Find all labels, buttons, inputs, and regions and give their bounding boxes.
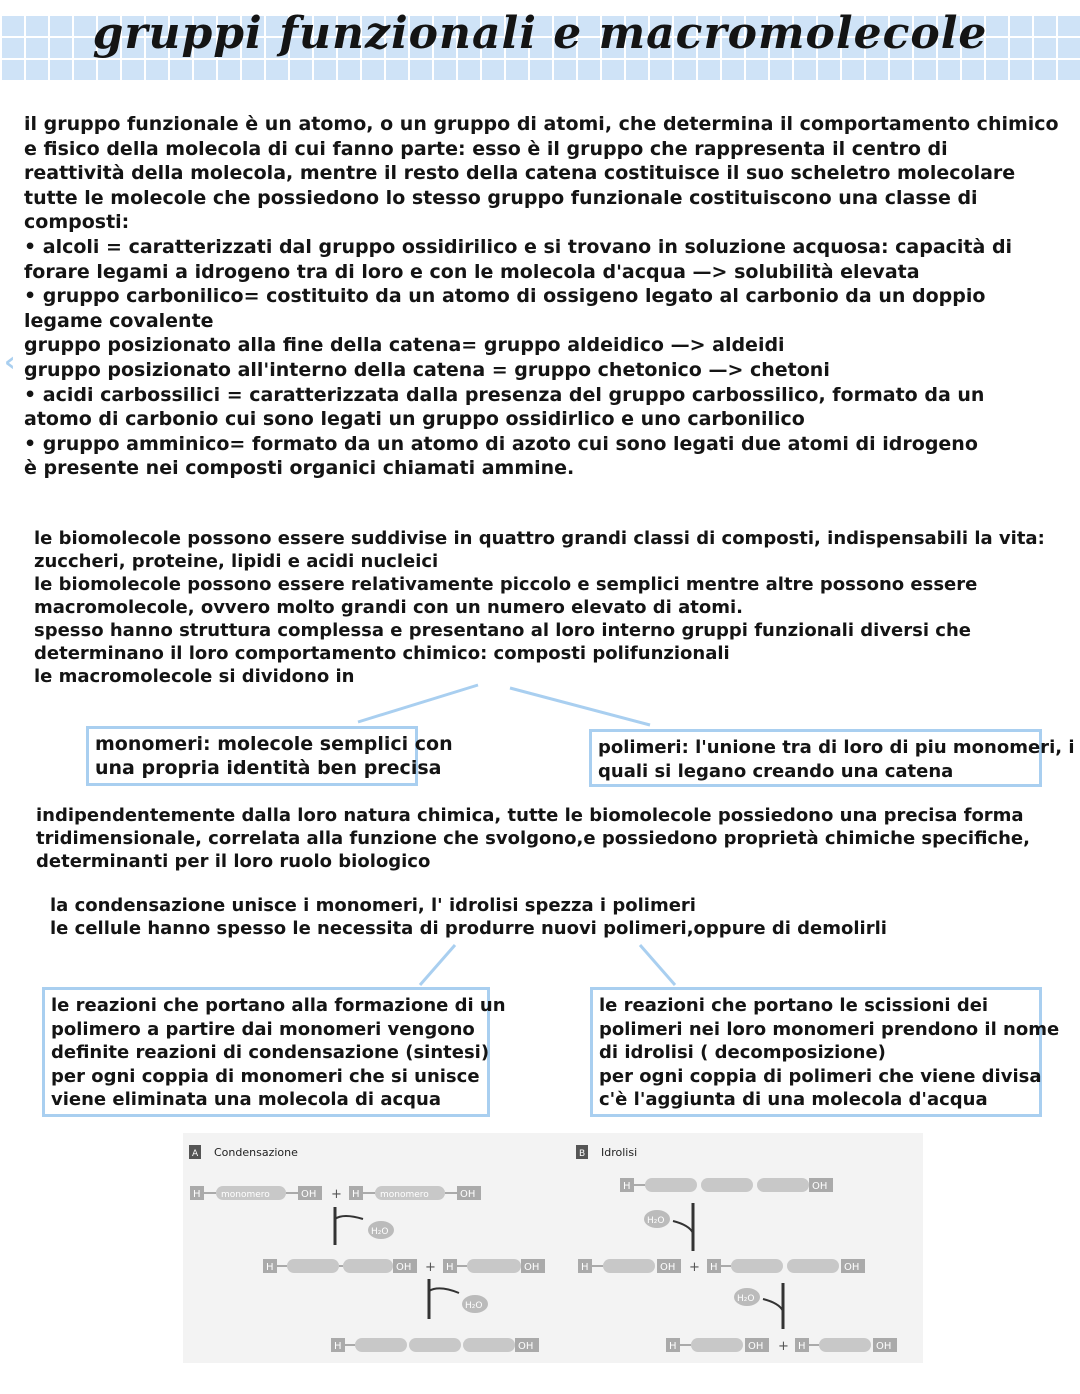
text-line: tutte le molecole che possiedono lo stesso gruppo funzionale costituiscono una classe di (24, 186, 978, 209)
text-line: • acidi carbossilici = caratterizzata dalla presenza del gruppo carbossilico, formato da un (24, 383, 985, 406)
water-release-arrow-1 (335, 1207, 394, 1245)
hydrolysis-products-2 (666, 1338, 897, 1354)
svg-text:OH: OH (748, 1341, 764, 1352)
text-line: • alcoli = caratterizzati dal gruppo ossidirilico e si trovano in soluzione acquosa: capacità di (24, 235, 1013, 258)
box-line: c'è l'aggiunta di una molecola d'acqua (599, 1089, 988, 1110)
svg-text:+: + (778, 1339, 789, 1354)
svg-text:OH: OH (876, 1341, 892, 1352)
svg-text:H₂O: H₂O (371, 1227, 389, 1237)
water-addition-arrow-1 (644, 1203, 693, 1251)
monomers-box (86, 726, 453, 786)
text-line: determinano il loro comportamento chimico: composti polifunzionali (34, 643, 730, 664)
svg-text:OH: OH (812, 1181, 828, 1192)
polymers-box (589, 729, 1075, 787)
hydrolysis-trimer (620, 1178, 833, 1192)
text-line: le biomolecole possono essere relativamente piccolo e semplici mentre altre possono essere (34, 574, 978, 595)
page-title: gruppi funzionali e macromolecole (92, 8, 988, 59)
svg-text:H: H (446, 1262, 454, 1273)
box-line: le reazioni che portano alla formazione di un (51, 995, 506, 1016)
box-line: una propria identità ben precisa (95, 756, 442, 779)
svg-text:OH: OH (660, 1262, 676, 1273)
condensation-hydrolysis-text (50, 894, 887, 940)
panel-a-label: A (192, 1149, 199, 1159)
box-line: polimeri nei loro monomeri prendono il nome (599, 1018, 1060, 1040)
text-line: zuccheri, proteine, lipidi e acidi nucleici (34, 551, 439, 572)
box-line: le reazioni che portano le scissioni dei (599, 995, 989, 1016)
svg-text:H: H (798, 1341, 806, 1352)
panel-b-title: Idrolisi (601, 1146, 638, 1159)
svg-text:H: H (669, 1341, 677, 1352)
water-addition-arrow-2 (734, 1283, 783, 1329)
box-line: viene eliminata una molecola di acqua (51, 1089, 441, 1110)
text-line: tridimensionale, correlata alla funzione che svolgono,e possiedono proprietà chimiche specifiche, (36, 828, 1030, 849)
svg-text:+: + (689, 1260, 700, 1275)
text-line: il gruppo funzionale è un atomo, o un gruppo di atomi, che determina il comportamento chimico (24, 113, 1059, 135)
svg-text:OH: OH (301, 1189, 317, 1200)
box-line: per ogni coppia di monomeri che si unisce (51, 1065, 480, 1087)
text-line: determinanti per il loro ruolo biologico (36, 851, 431, 872)
condensation-box (42, 987, 506, 1117)
text-line: legame covalente (24, 309, 214, 332)
hydrolysis-products-1 (578, 1259, 865, 1275)
box-line: definite reazioni di condensazione (sintesi) (51, 1042, 490, 1063)
svg-text:monomero: monomero (380, 1190, 429, 1200)
text-line: • gruppo carbonilico= costituito da un atomo di ossigeno legato al carbonio da un doppio (24, 285, 986, 308)
condensation-dimer (263, 1259, 545, 1275)
panel-a-title: Condensazione (214, 1146, 298, 1159)
condensation-trimer (331, 1338, 539, 1352)
panel-b-label: B (579, 1149, 586, 1159)
text-line: atomo di carbonio cui sono legati un gruppo ossidirlico e uno carbonilico (24, 408, 805, 431)
svg-text:OH: OH (524, 1262, 540, 1273)
margin-arrow-icon: ‹ (4, 345, 16, 378)
hydrolysis-box (590, 987, 1060, 1117)
box-line: di idrolisi ( decomposizione) (599, 1042, 886, 1063)
svg-text:H: H (334, 1341, 342, 1352)
svg-text:H₂O: H₂O (647, 1216, 665, 1226)
box-line: polimeri: l'unione tra di loro di piu monomeri, i (598, 737, 1075, 758)
svg-text:OH: OH (518, 1341, 534, 1352)
text-line: macromolecole, ovvero molto grandi con un numero elevato di atomi. (34, 597, 743, 618)
svg-text:OH: OH (460, 1189, 476, 1200)
text-line: le biomolecole possono essere suddivise in quattro grandi classi di composti, indispensabili la vita: (34, 528, 1045, 549)
text-line: composti: (24, 211, 130, 234)
svg-text:monomero: monomero (221, 1190, 270, 1200)
text-line: reattività della molecola, mentre il resto della catena costituisce il suo scheletro molecolare (24, 162, 1016, 185)
text-line: • gruppo amminico= formato da un atomo di azoto cui sono legati due atomi di idrogeno (24, 432, 978, 455)
text-line: le cellule hanno spesso le necessita di produrre nuovi polimeri,oppure di demolirli (50, 918, 887, 939)
svg-text:H: H (581, 1262, 589, 1273)
svg-text:H: H (623, 1181, 631, 1192)
text-line: gruppo posizionato alla fine della catena= gruppo aldeidico —> aldeidi (24, 334, 785, 357)
text-line: è presente nei composti organici chiamati ammine. (24, 457, 575, 480)
svg-text:+: + (425, 1260, 436, 1275)
box-line: monomeri: molecole semplici con (95, 733, 453, 755)
text-line: e fisico della molecola di cui fanno parte: esso è il gruppo che rappresenta il centro di (24, 137, 948, 160)
reaction-diagram (183, 1133, 923, 1363)
svg-text:H₂O: H₂O (465, 1301, 483, 1311)
condensation-reactants (190, 1186, 481, 1202)
text-line: spesso hanno struttura complessa e presentano al loro interno gruppi funzionali diversi che (34, 620, 971, 641)
text-line: forare legami a idrogeno tra di loro e con le molecola d'acqua —> solubilità elevata (24, 260, 920, 283)
shape-text (36, 804, 1030, 873)
water-release-arrow-2 (429, 1279, 488, 1319)
box-line: per ogni coppia di polimeri che viene divisa (599, 1065, 1042, 1087)
svg-text:OH: OH (396, 1262, 412, 1273)
svg-text:H: H (352, 1189, 360, 1200)
svg-text:+: + (331, 1187, 342, 1202)
text-line: gruppo posizionato all'interno della catena = gruppo chetonico —> chetoni (24, 358, 830, 381)
text-line: le macromolecole si dividono in (34, 666, 355, 687)
text-line: la condensazione unisce i monomeri, l' idrolisi spezza i polimeri (50, 895, 696, 916)
text-line: indipendentemente dalla loro natura chimica, tutte le biomolecole possiedono una precisa forma (36, 805, 1024, 826)
svg-text:H: H (710, 1262, 718, 1273)
box-line: polimero a partire dai monomeri vengono (51, 1018, 475, 1040)
svg-text:H₂O: H₂O (737, 1294, 755, 1304)
svg-text:H: H (193, 1189, 201, 1200)
svg-text:H: H (266, 1262, 274, 1273)
svg-text:OH: OH (844, 1262, 860, 1273)
box-line: quali si legano creando una catena (598, 760, 954, 782)
